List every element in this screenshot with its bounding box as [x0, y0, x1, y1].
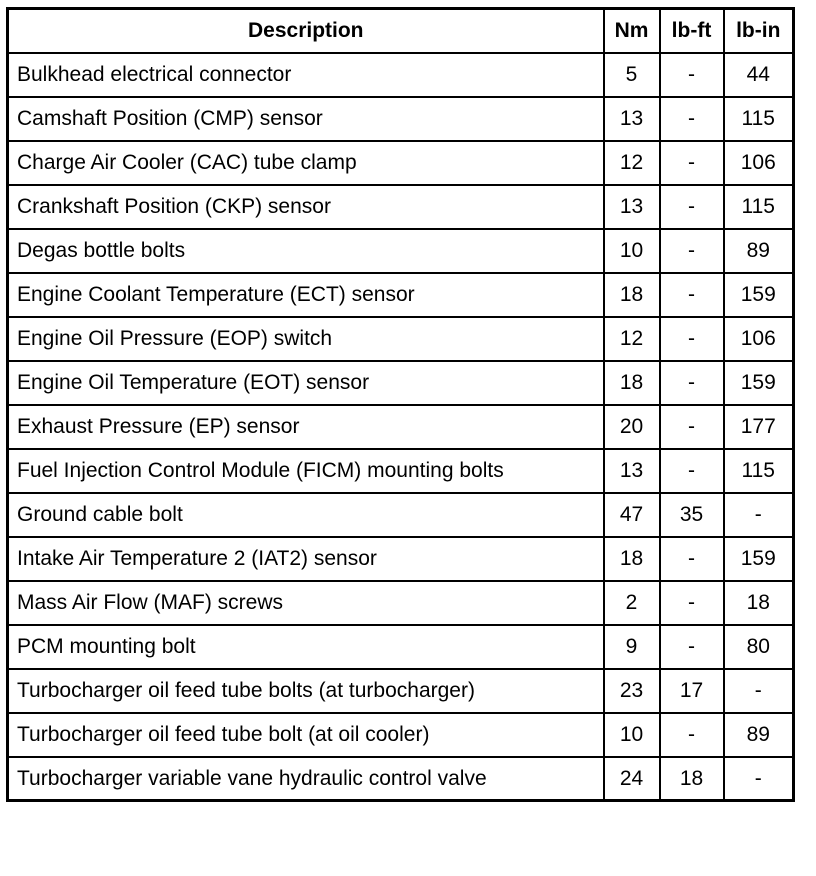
cell-lb-ft: -: [660, 361, 724, 405]
cell-lb-ft: -: [660, 537, 724, 581]
cell-description: Degas bottle bolts: [8, 229, 604, 273]
cell-lb-in: 89: [724, 229, 794, 273]
cell-nm: 13: [604, 97, 660, 141]
cell-nm: 10: [604, 713, 660, 757]
table-row: [8, 141, 794, 185]
header-row: [8, 9, 794, 53]
table-row: [8, 669, 794, 713]
table-row: [8, 625, 794, 669]
cell-lb-in: 44: [724, 53, 794, 97]
cell-nm: 9: [604, 625, 660, 669]
cell-nm: 5: [604, 53, 660, 97]
cell-lb-in: 177: [724, 405, 794, 449]
cell-nm: 10: [604, 229, 660, 273]
header-lb-in: lb-in: [724, 9, 794, 53]
cell-description: Crankshaft Position (CKP) sensor: [8, 185, 604, 229]
torque-spec-table: [6, 7, 795, 802]
table-row: [8, 185, 794, 229]
cell-description: Charge Air Cooler (CAC) tube clamp: [8, 141, 604, 185]
cell-lb-in: 115: [724, 449, 794, 493]
cell-nm: 18: [604, 537, 660, 581]
cell-lb-in: 115: [724, 97, 794, 141]
cell-nm: 18: [604, 273, 660, 317]
cell-lb-in: 159: [724, 361, 794, 405]
cell-lb-ft: -: [660, 141, 724, 185]
table-row: [8, 361, 794, 405]
table-row: [8, 229, 794, 273]
table-row: [8, 405, 794, 449]
cell-description: Engine Oil Temperature (EOT) sensor: [8, 361, 604, 405]
table-row: [8, 97, 794, 141]
cell-lb-ft: -: [660, 713, 724, 757]
cell-nm: 12: [604, 317, 660, 361]
header-lb-ft: lb-ft: [660, 9, 724, 53]
cell-description: Intake Air Temperature 2 (IAT2) sensor: [8, 537, 604, 581]
cell-description: Bulkhead electrical connector: [8, 53, 604, 97]
cell-lb-in: -: [724, 493, 794, 537]
cell-lb-in: 80: [724, 625, 794, 669]
cell-lb-ft: 18: [660, 757, 724, 801]
cell-lb-in: 159: [724, 537, 794, 581]
cell-description: Engine Coolant Temperature (ECT) sensor: [8, 273, 604, 317]
cell-description: PCM mounting bolt: [8, 625, 604, 669]
cell-lb-in: 159: [724, 273, 794, 317]
table-row: [8, 273, 794, 317]
table-row: [8, 581, 794, 625]
cell-nm: 12: [604, 141, 660, 185]
cell-description: Camshaft Position (CMP) sensor: [8, 97, 604, 141]
table-row: [8, 757, 794, 801]
cell-nm: 20: [604, 405, 660, 449]
table-row: [8, 449, 794, 493]
table-row: [8, 493, 794, 537]
cell-description: Mass Air Flow (MAF) screws: [8, 581, 604, 625]
cell-nm: 2: [604, 581, 660, 625]
cell-lb-ft: -: [660, 405, 724, 449]
cell-lb-in: -: [724, 757, 794, 801]
table-row: [8, 317, 794, 361]
cell-lb-ft: -: [660, 273, 724, 317]
cell-lb-ft: -: [660, 317, 724, 361]
table-header: [8, 9, 794, 53]
header-nm: Nm: [604, 9, 660, 53]
cell-lb-in: -: [724, 669, 794, 713]
cell-lb-ft: 17: [660, 669, 724, 713]
cell-lb-in: 89: [724, 713, 794, 757]
cell-description: Fuel Injection Control Module (FICM) mounting bolts: [8, 449, 604, 493]
cell-description: Turbocharger oil feed tube bolts (at turbocharger): [8, 669, 604, 713]
table-row: [8, 537, 794, 581]
cell-lb-ft: -: [660, 581, 724, 625]
cell-lb-ft: -: [660, 449, 724, 493]
table-body: [8, 53, 794, 801]
cell-nm: 24: [604, 757, 660, 801]
cell-lb-ft: -: [660, 53, 724, 97]
cell-lb-in: 18: [724, 581, 794, 625]
cell-nm: 13: [604, 185, 660, 229]
cell-nm: 47: [604, 493, 660, 537]
cell-lb-in: 115: [724, 185, 794, 229]
cell-description: Exhaust Pressure (EP) sensor: [8, 405, 604, 449]
table-row: [8, 53, 794, 97]
header-description: Description: [8, 9, 604, 53]
cell-lb-in: 106: [724, 141, 794, 185]
cell-nm: 23: [604, 669, 660, 713]
cell-description: Ground cable bolt: [8, 493, 604, 537]
cell-nm: 18: [604, 361, 660, 405]
cell-lb-ft: -: [660, 97, 724, 141]
cell-lb-ft: -: [660, 185, 724, 229]
table-row: [8, 713, 794, 757]
cell-lb-in: 106: [724, 317, 794, 361]
cell-lb-ft: -: [660, 229, 724, 273]
cell-nm: 13: [604, 449, 660, 493]
cell-lb-ft: 35: [660, 493, 724, 537]
cell-description: Turbocharger variable vane hydraulic control valve: [8, 757, 604, 801]
cell-description: Turbocharger oil feed tube bolt (at oil cooler): [8, 713, 604, 757]
cell-description: Engine Oil Pressure (EOP) switch: [8, 317, 604, 361]
cell-lb-ft: -: [660, 625, 724, 669]
